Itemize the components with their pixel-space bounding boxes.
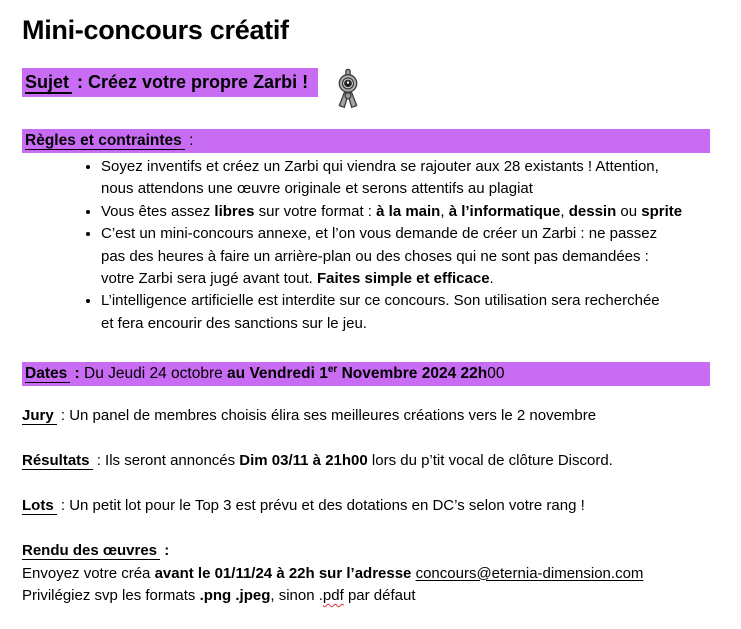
rendu-label: Rendu des œuvres (22, 542, 160, 560)
jury-paragraph (22, 405, 710, 427)
dates-bar (22, 362, 710, 386)
jury-separator: : (56, 407, 70, 425)
rendu-line-2 (22, 585, 710, 607)
text-segment-bold: Dim 03/11 à 21h00 (239, 452, 368, 470)
rules-bullet-4 (101, 290, 710, 335)
subject-highlight (22, 68, 318, 97)
contest-email-link[interactable]: concours@eternia-dimension.com (415, 564, 644, 582)
rendu-separator: : (160, 542, 170, 560)
rules-label: Règles et contraintes (25, 132, 185, 150)
text-segment-bold: Novembre 2024 22h (337, 365, 488, 383)
text-segment-bold: sprite (641, 202, 683, 220)
text-segment: , (440, 202, 449, 220)
text-segment-bold: au Vendredi 1 (227, 365, 328, 383)
resultats-separator: : (92, 452, 106, 470)
rendu-line-1 (22, 563, 710, 585)
rules-separator: : (184, 132, 194, 149)
text-segment: Ils seront annoncés (105, 452, 240, 470)
bullet-line (101, 201, 710, 223)
jury-label: Jury (22, 407, 57, 425)
dates-label: Dates (25, 365, 70, 383)
text-segment: , (560, 202, 569, 220)
resultats-paragraph (22, 450, 710, 472)
subject-row (22, 68, 710, 114)
text-segment: votre Zarbi sera jugé avant tout. (101, 270, 317, 288)
page-title: Mini-concours créatif (22, 15, 289, 45)
bullet-line: • C’est un mini-concours annexe, et l’on vous demande de créer un Zarbi : ne passez (101, 225, 658, 243)
text-segment-bold: avant le 01/11/24 à 22h sur l’adresse (154, 564, 416, 582)
dates-separator: : (70, 365, 84, 383)
rules-heading-bar (22, 129, 710, 153)
text-segment-bold: Faites simple et efficace (316, 270, 490, 288)
subject-label: Sujet (25, 72, 72, 94)
resultats-label: Résultats (22, 452, 93, 470)
rules-bullet-2 (101, 201, 710, 223)
text-segment: , sinon . (270, 586, 323, 604)
bullet-line: nous attendons une œuvre originale et serons attentifs au plagiat (101, 180, 533, 198)
spellcheck-flagged-word: pdf (322, 586, 344, 604)
bullet-line (101, 268, 710, 290)
ordinal-superscript: er (327, 364, 338, 376)
subject-text: Créez votre propre Zarbi ! (88, 72, 309, 92)
text-segment: Vous êtes assez (101, 202, 215, 220)
rules-bullet-3 (101, 223, 710, 290)
text-segment: 00 (487, 365, 505, 383)
rules-list (22, 156, 710, 335)
text-segment: Privilégiez svp les formats (22, 586, 200, 604)
rendu-section (22, 540, 710, 607)
lots-separator: : (56, 497, 70, 515)
bullet-line: • L’intelligence artificielle est interdite sur ce concours. Son utilisation sera recherchée (101, 292, 660, 310)
rendu-heading (22, 540, 710, 562)
text-segment-bold: .png .jpeg (199, 586, 271, 604)
text-segment-bold: libres (214, 202, 255, 220)
text-segment: sur votre format : (254, 202, 377, 220)
jury-text: Un panel de membres choisis élira ses meilleures créations vers le 2 novembre (69, 407, 597, 425)
text-segment: . (489, 270, 494, 288)
lots-label: Lots (22, 497, 57, 515)
subject-separator: : (72, 72, 89, 92)
rules-bullet-1 (101, 156, 710, 201)
text-segment: ou (616, 202, 642, 220)
bullet-line: • Soyez inventifs et créez un Zarbi qui viendra se rajouter aux 28 existants ! Attention, (101, 158, 659, 175)
text-segment: Du Jeudi 24 octobre (84, 365, 228, 383)
unown-zarbi-icon (334, 67, 362, 113)
text-segment: Envoyez votre créa (22, 564, 155, 582)
lots-text: Un petit lot pour le Top 3 est prévu et des dotations en DC’s selon votre rang ! (69, 497, 585, 515)
text-segment-bold: à l’informatique (448, 202, 561, 220)
text-segment: lors du p’tit vocal de clôture Discord. (367, 452, 613, 470)
bullet-line: et fera encourir des sanctions sur le jeu. (101, 314, 367, 332)
text-segment: par défaut (343, 586, 416, 604)
text-segment-bold: à la main (376, 202, 441, 220)
text-segment-bold: dessin (568, 202, 617, 220)
bullet-line: pas des heures à faire un arrière-plan ou des choses qui ne sont pas demandées : (101, 247, 649, 265)
lots-paragraph (22, 495, 710, 517)
